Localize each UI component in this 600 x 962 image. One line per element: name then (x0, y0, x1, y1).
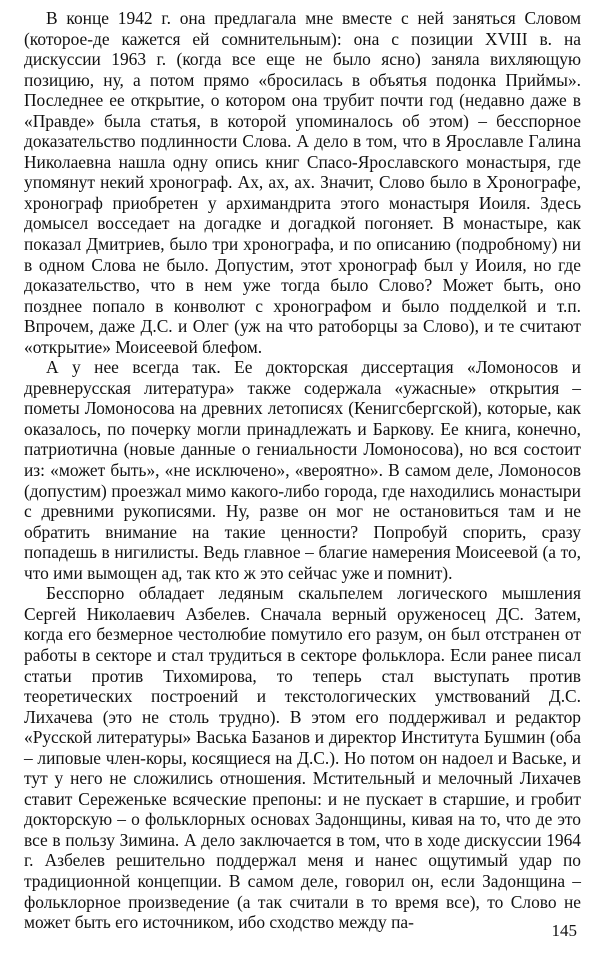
page-body (24, 8, 581, 933)
paragraph-2: А у нее всегда так. Ее докторская диссертация «Ломоносов и древнерусская литература» также содержала «ужасные» открытия – пометы Ломоносова на древних летописях (Кенигсбергской), которые, как оказалось, по почерку могли принадлежать и Баркову. Ее книга, конечно, патриотична (новые данные о гениальности Ломоносова), но вся состоит из: «может быть», «не исключено», «вероятно». В самом деле, Ломоносов (допустим) проезжал мимо какого-либо города, где находились монастыри с древними рукописями. Ну, разве он мог не остановиться там и не обратить внимание на такие ценности? Попробуй спорить, сразу попадешь в нигилисты. Ведь главное – благие намерения Моисеевой (а то, что ими вымощен ад, так кто ж это сейчас уже и помнит). (24, 357, 581, 583)
page-number: 145 (551, 921, 577, 940)
paragraph-3: Бесспорно обладает ледяным скальпелем логического мышления Сергей Николаевич Азбелев. Сначала верный оруженосец ДС. Затем, когда его безмерное честолюбие помутило его разум, он был отстранен от работы в секторе и стал трудиться в секторе фольклора. Если ранее писал статьи против Тихомирова, то теперь стал выступать против теоретических построений и текстологических умствований Д.С. Лихачева (это не столь трудно). В этом его поддерживал и редактор «Русской литературы» Васька Базанов и директор Института Бушмин (оба – липовые член-коры, косящиеся на Д.С.). Но потом он надоел и Ваське, и тут у него не сложились отношения. Мстительный и мелочный Лихачев ставит Сереженьке всяческие препоны: и не пускает в старшие, и гробит докторскую – о фольклорных основах Задонщины, кивая на то, что де это все в пользу Зимина. А дело заключается в том, что в ходе дискуссии 1964 г. Азбелев решительно поддержал меня и нанес ощутимый удар по традиционной концепции. В самом деле, говорил он, если Задонщина – фольклорное произведение (а так считали в то время все), то Слово не может быть его источником, ибо сходство между па- (24, 583, 581, 933)
paragraph-1: В конце 1942 г. она предлагала мне вместе с ней заняться Словом (которое-де кажется ей сомнительным): она с позиции XVIII в. на дискуссии 1963 г. (когда все еще не было ясно) заняла вихляющую позицию, ну, а потом прямо «бросилась в объятья подонка Приймы». Последнее ее открытие, о котором она трубит почти год (недавно даже в «Правде» была статья, в которой упоминалось об этом) – бесспорное доказательство подлинности Слова. А дело в том, что в Ярославле Галина Николаевна нашла одну опись книг Спасо-Ярославского монастыря, где упомянут некий хронограф. Ах, ах, ах. Значит, Слово было в Хронографе, хронограф приобретен у архимандрита этого монастыря Иоиля. Здесь домысел восседает на догадке и догадкой погоняет. В монастыре, как показал Дмитриев, было три хронографа, и по описанию (подробному) ни в одном Слова не было. Допустим, этот хронограф был у Иоиля, но где доказательство, что в нем уже тогда было Слово? Может быть, оно позднее попало в конволют с хронографом и было подделкой и т.п. Впрочем, даже Д.С. и Олег (уж на что ратоборцы за Слово), и те считают «открытие» Моисеевой блефом. (24, 8, 581, 357)
